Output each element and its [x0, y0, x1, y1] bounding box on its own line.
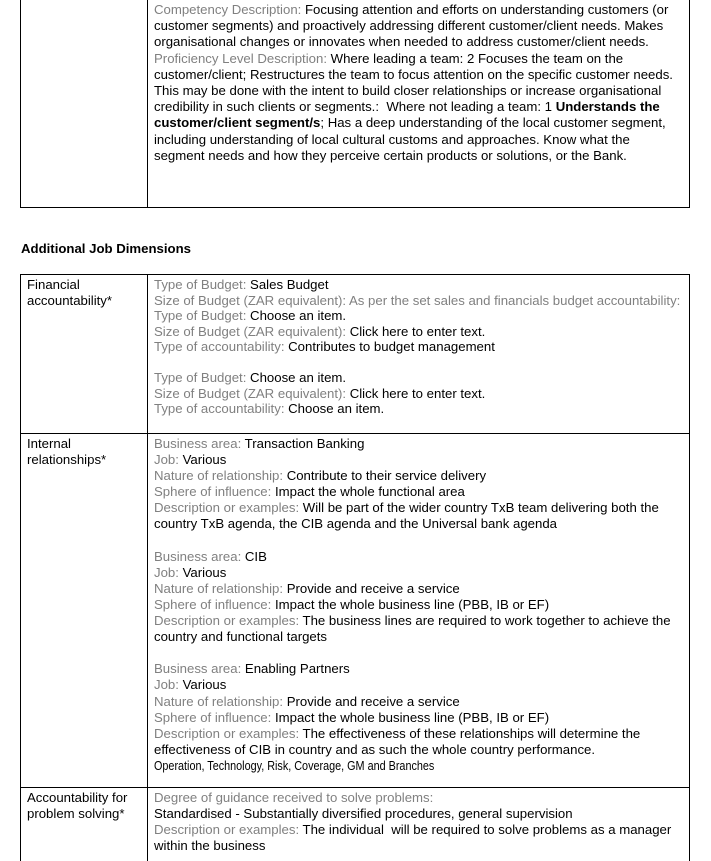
- field-value: The individual will be required to solve problems as a manager within the business: [154, 822, 675, 854]
- row-label: Accountability for problem solving*: [27, 790, 132, 822]
- additional-job-dimensions-heading: Additional Job Dimensions: [21, 241, 191, 256]
- field-value: Understands the customer/client segment/s: [154, 99, 664, 131]
- text-line: [154, 308, 683, 324]
- text-line: [154, 324, 683, 340]
- table-row: [21, 275, 689, 433]
- text-line: [154, 533, 683, 549]
- field-label: Degree of guidance received to solve problems:: [154, 790, 434, 805]
- field-label: Job:: [154, 677, 183, 693]
- field-value: Various: [182, 564, 227, 580]
- text-line: [154, 500, 683, 532]
- field-label: Sphere of influence:: [154, 484, 275, 500]
- field-value: Provide and receive a service: [286, 693, 460, 709]
- field-value: Will be part of the wider country TxB team delivering both the country TxB agenda, the CIB agenda and the Universal bank agenda: [154, 500, 663, 532]
- field-value: The effectiveness of these relationships will determine the effectiveness of CIB in country and as such the whole country performance.: [154, 725, 644, 757]
- field-label: Nature of relationship:: [154, 693, 287, 709]
- text-line: [154, 806, 683, 822]
- text-line: [154, 370, 683, 386]
- text-line: [154, 581, 683, 597]
- field-label: Size of Budget (ZAR equivalent):: [154, 323, 350, 339]
- field-label: Sphere of influence:: [154, 596, 275, 612]
- content-control-placeholder[interactable]: Choose an item.: [250, 370, 347, 385]
- field-value: Where leading a team: 2 Focuses the team on the customer/client; Restructures the team to focus attention on the specific customer needs. This may be done with the intent to build closer relationships or increase organisational credibility in such clients or segments.: Where not leading a team: 1: [154, 50, 677, 115]
- content-control-placeholder[interactable]: Choose an item.: [250, 308, 347, 323]
- text-line: [154, 355, 683, 371]
- field-value: ; Has a deep understanding of the local customer segment, including understanding of local cultural customs and approaches. Know what the segment needs and how they perceive certain products or solutions, or the Bank.: [154, 115, 670, 163]
- field-label: Business area:: [154, 661, 245, 677]
- text-line: [154, 758, 683, 774]
- field-value: Impact the whole business line (PBB, IB or EF): [274, 596, 550, 612]
- row-label-cell: [21, 788, 148, 861]
- row-content-cell: [148, 434, 689, 787]
- field-label: Business area:: [154, 436, 245, 451]
- field-value: The business lines are required to work together to achieve the country and functional targets: [154, 613, 675, 645]
- text-line: [154, 51, 683, 164]
- field-label: Type of Budget:: [154, 277, 251, 292]
- field-value: Sales Budget: [250, 277, 329, 292]
- table-row: [21, 787, 689, 861]
- text-line: [154, 484, 683, 500]
- field-label: Size of Budget (ZAR equivalent): As per the set sales and financials budget accountability:: [154, 292, 681, 308]
- text-line: [154, 468, 683, 484]
- text-line: [154, 339, 683, 355]
- text-line: [154, 661, 683, 677]
- row-label-cell: [21, 275, 148, 433]
- field-label: Sphere of influence:: [154, 709, 275, 725]
- content-control-placeholder[interactable]: Click here to enter text.: [349, 385, 486, 401]
- text-line: [154, 645, 683, 661]
- field-value: Enabling Partners: [244, 661, 350, 677]
- field-value: CIB: [244, 548, 267, 564]
- text-line: [154, 452, 683, 468]
- text-line: [154, 2, 683, 51]
- field-label: Proficiency Level Description:: [154, 50, 331, 66]
- field-label: Nature of relationship:: [154, 580, 287, 596]
- field-label: Description or examples:: [154, 725, 303, 741]
- field-value: Various: [182, 677, 227, 693]
- text-line: [154, 386, 683, 402]
- text-line: [154, 436, 683, 452]
- row-content-cell: [148, 788, 689, 861]
- row-label: Financial accountability*: [27, 277, 113, 308]
- field-label: Type of Budget:: [154, 308, 251, 323]
- field-label: Business area:: [154, 548, 245, 564]
- row-label-cell: [21, 434, 148, 787]
- field-value: Operation, Technology, Risk, Coverage, GM and Branches: [154, 757, 435, 773]
- row-content-cell: [148, 275, 689, 433]
- text-line: [154, 293, 683, 309]
- row-label: Internal relationships*: [27, 436, 107, 468]
- field-label: Size of Budget (ZAR equivalent):: [154, 385, 350, 401]
- field-label: Type of accountability:: [154, 401, 289, 416]
- text-line: [154, 710, 683, 726]
- competency-table: [20, 0, 690, 208]
- text-line: [154, 597, 683, 613]
- competency-label-cell: [21, 0, 148, 207]
- text-line: [154, 677, 683, 693]
- field-label: Nature of relationship:: [154, 468, 287, 484]
- text-line: [154, 694, 683, 710]
- field-label: Type of Budget:: [154, 370, 251, 385]
- field-value: Impact the whole functional area: [274, 484, 465, 500]
- text-line: [154, 822, 683, 854]
- field-value: Transaction Banking: [244, 436, 365, 451]
- competency-description-cell: [148, 0, 689, 207]
- content-control-placeholder[interactable]: Click here to enter text.: [349, 323, 486, 339]
- field-label: Description or examples:: [154, 500, 303, 516]
- field-value: Contributes to budget management: [288, 339, 495, 354]
- field-label: Competency Description:: [154, 2, 305, 17]
- field-value: Standardised - Substantially diversified procedures, general supervision: [154, 806, 573, 822]
- field-value: Impact the whole business line (PBB, IB or EF): [274, 709, 550, 725]
- text-line: [154, 277, 683, 293]
- text-line: [154, 790, 683, 806]
- text-line: [154, 549, 683, 565]
- text-line: [154, 726, 683, 758]
- field-value: Various: [182, 452, 227, 468]
- field-label: Description or examples:: [154, 613, 303, 629]
- field-label: Description or examples:: [154, 822, 303, 838]
- field-label: Job:: [154, 564, 183, 580]
- text-line: [154, 565, 683, 581]
- field-value: Provide and receive a service: [286, 580, 460, 596]
- table-row: [21, 433, 689, 787]
- content-control-placeholder[interactable]: Choose an item.: [288, 401, 385, 416]
- field-label: Job:: [154, 452, 183, 468]
- additional-job-dimensions-table: [20, 274, 690, 861]
- text-line: [154, 401, 683, 417]
- text-line: [154, 613, 683, 645]
- field-value: Contribute to their service delivery: [286, 468, 487, 484]
- field-label: Type of accountability:: [154, 339, 289, 354]
- field-value: Focusing attention and efforts on understanding customers (or customer segments) and proactively addressing different customer/client needs. Makes organisational changes or innovates when needed to address customer/client needs.: [154, 2, 673, 50]
